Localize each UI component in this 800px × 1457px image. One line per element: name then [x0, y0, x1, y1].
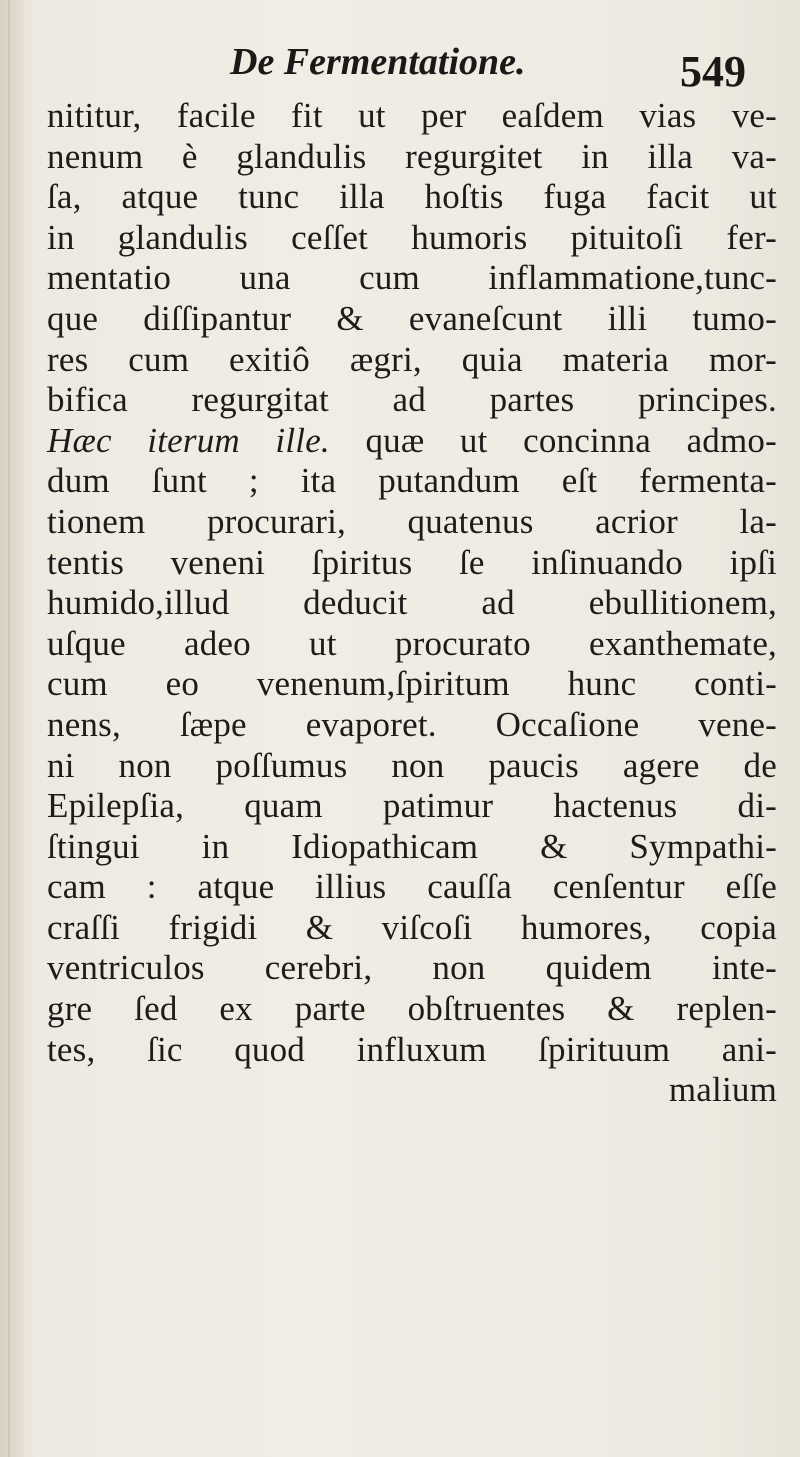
text-line: Epilepſia, quam patimur hactenus di-: [47, 786, 777, 826]
text-line: cum eo venenum,ſpiritum hunc conti-: [47, 664, 777, 704]
text-line: humido,illud deducit ad ebullitionem,: [47, 583, 777, 623]
running-title: De Fermentatione.: [230, 41, 526, 83]
text-line: nititur, facile fit ut per eaſdem vias ve-: [47, 96, 777, 135]
text-line: dum ſunt ; ita putandum eſt fermenta-: [47, 461, 777, 501]
text-line: que diſſipantur & evaneſcunt illi tumo-: [47, 298, 777, 338]
page-gutter: [0, 0, 24, 1457]
page-number: 549: [680, 47, 746, 96]
text-line-with-italic: [47, 421, 777, 462]
text-line: mentatio una cum inflammatione,tunc-: [47, 258, 777, 298]
text-line: gre ſed ex parte obſtruentes & replen-: [47, 989, 777, 1029]
binding-edge: [8, 0, 10, 1457]
italic-phrase: Hæc iterum ille.: [47, 420, 330, 460]
text-line: res cum exitiô ægri, quia materia mor-: [47, 339, 777, 379]
text-line: in glandulis ceſſet humoris pituitoſi fer-: [47, 217, 777, 257]
text-line: tionem procurari, quatenus acrior la-: [47, 501, 777, 541]
text-line: craſſi frigidi & viſcoſi humores, copia: [47, 907, 777, 947]
text-line: uſque adeo ut procurato exanthemate,: [47, 623, 777, 663]
text-line: ſa, atque tunc illa hoſtis fuga facit ut: [47, 177, 777, 217]
text-line: tentis veneni ſpiritus ſe inſinuando ipſi: [47, 542, 777, 582]
text-line: ſtingui in Idiopathicam & Sympathi-: [47, 826, 777, 866]
text-line: ni non poſſumus non paucis agere de: [47, 745, 777, 785]
text-segment: quæ ut concinna admo-: [365, 420, 777, 460]
catchword: malium: [668, 1070, 777, 1110]
text-line: cam : atque illius cauſſa cenſentur eſſe: [47, 867, 777, 907]
text-line: bifica regurgitat ad partes principes.: [47, 380, 777, 420]
page-header: [0, 40, 800, 100]
text-line: nenum è glandulis regurgitet in illa va-: [47, 136, 777, 176]
text-line: ventriculos cerebri, non quidem inte-: [47, 948, 777, 988]
text-line: tes, ſic quod influxum ſpirituum ani-: [47, 1029, 777, 1069]
body-text: [47, 96, 777, 1111]
text-line: nens, ſæpe evaporet. Occaſione vene-: [47, 704, 777, 744]
